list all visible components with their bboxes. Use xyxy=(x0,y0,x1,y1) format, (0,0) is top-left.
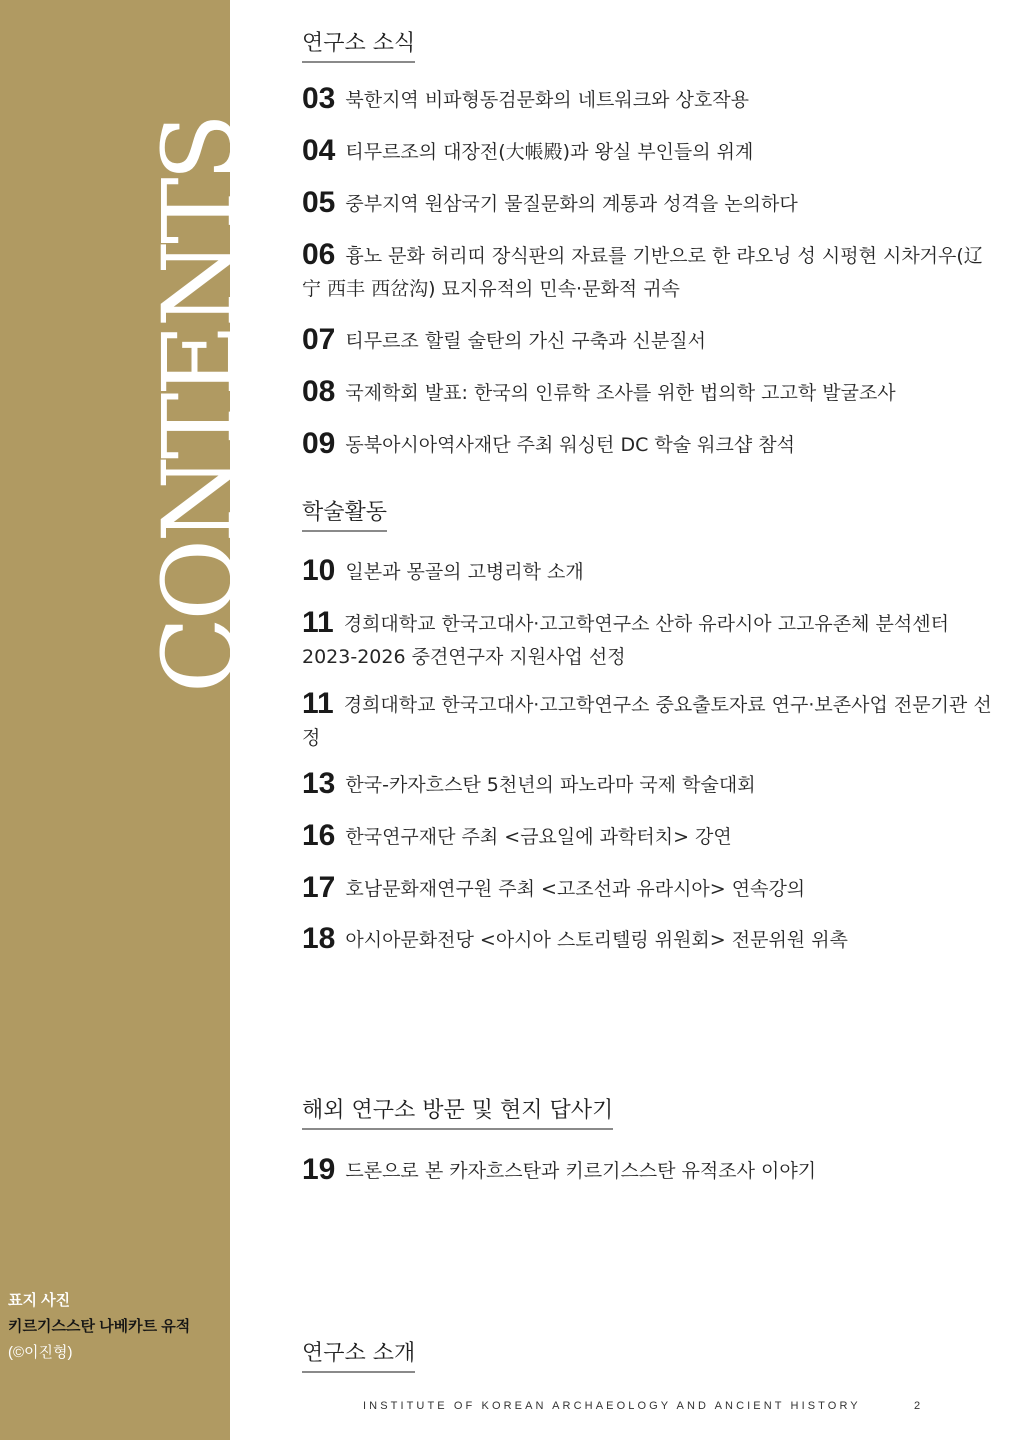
toc-page-number: 19 xyxy=(302,1153,336,1186)
toc-entry[interactable] xyxy=(302,238,1000,306)
sidebar xyxy=(0,0,258,1440)
toc-page-number: 03 xyxy=(302,82,336,115)
footer-institute-name: INSTITUTE OF KOREAN ARCHAEOLOGY AND ANCIENT HISTORY xyxy=(363,1400,861,1412)
cover-photo-title: 키르기스스탄 나베카트 유적 xyxy=(8,1318,191,1335)
toc-entry-title: 흉노 문화 허리띠 장식판의 자료를 기반으로 한 랴오닝 성 시펑현 시차거우(辽宁 西丰 西岔沟) 묘지유적의 민속·문화적 귀속 xyxy=(302,245,983,300)
toc-entry-title: 티무르조 할릴 술탄의 가신 구축과 신분질서 xyxy=(345,330,706,352)
cover-photo-label: 표지 사진 xyxy=(8,1292,71,1309)
section-heading-institute-intro[interactable]: 연구소 소개 xyxy=(302,1340,415,1373)
cover-photo-caption xyxy=(8,1288,226,1366)
toc-entry-title: 중부지역 원삼국기 물질문화의 계통과 성격을 논의하다 xyxy=(345,193,798,215)
toc-page-number: 05 xyxy=(302,186,336,219)
section-heading-overseas-visits[interactable]: 해외 연구소 방문 및 현지 답사기 xyxy=(302,1097,613,1130)
toc-entry[interactable] xyxy=(302,186,1000,221)
toc-page-number: 16 xyxy=(302,819,336,852)
toc-page-number: 08 xyxy=(302,375,336,408)
toc-entry[interactable] xyxy=(302,375,1000,410)
toc-page-number: 18 xyxy=(302,922,336,955)
section-heading-news[interactable]: 연구소 소식 xyxy=(302,30,415,63)
toc-entry[interactable] xyxy=(302,922,1000,957)
toc-page-number: 04 xyxy=(302,134,336,167)
toc-entry-title: 한국-카자흐스탄 5천년의 파노라마 국제 학술대회 xyxy=(345,774,756,796)
toc-entry-title: 북한지역 비파형동검문화의 네트워크와 상호작용 xyxy=(345,89,749,111)
contents-title-text: CONTENTS xyxy=(141,116,258,694)
toc-entry[interactable] xyxy=(302,1153,1000,1188)
page-number: 2 xyxy=(914,1400,921,1412)
toc-entry[interactable] xyxy=(302,767,1000,802)
toc-entry-title: 일본과 몽골의 고병리학 소개 xyxy=(345,561,584,583)
cover-photo-credit: (©이진형) xyxy=(8,1344,73,1361)
toc-page-number: 09 xyxy=(302,427,336,460)
toc-entry[interactable] xyxy=(302,82,1000,117)
toc-entry-title: 경희대학교 한국고대사·고고학연구소 산하 유라시아 고고유존체 분석센터 2023-2026 중견연구자 지원사업 선정 xyxy=(302,613,949,668)
toc-entry-title: 동북아시아역사재단 주최 워싱턴 DC 학술 워크샵 참석 xyxy=(345,434,795,456)
toc-page-number: 11 xyxy=(302,687,334,720)
toc-entry[interactable] xyxy=(302,323,1000,358)
toc-entry[interactable] xyxy=(302,134,1000,169)
toc-entry[interactable] xyxy=(302,606,1000,674)
section-heading-academic-activities[interactable]: 학술활동 xyxy=(302,499,387,532)
toc-entry[interactable] xyxy=(302,871,1000,906)
toc-entry[interactable] xyxy=(302,427,1000,462)
toc-entry-title: 호남문화재연구원 주최 <고조선과 유라시아> 연속강의 xyxy=(345,878,806,900)
toc-page-number: 10 xyxy=(302,554,336,587)
toc-entry-title: 한국연구재단 주최 <금요일에 과학터치> 강연 xyxy=(345,826,732,848)
toc-page-number: 13 xyxy=(302,767,336,800)
toc-entry-title: 경희대학교 한국고대사·고고학연구소 중요출토자료 연구·보존사업 전문기관 선정 xyxy=(302,694,992,749)
toc-entry[interactable] xyxy=(302,554,1000,589)
toc-entry[interactable] xyxy=(302,819,1000,854)
toc-entry-title: 아시아문화전당 <아시아 스토리텔링 위원회> 전문위원 위촉 xyxy=(345,929,848,951)
toc-entry-title: 국제학회 발표: 한국의 인류학 조사를 위한 법의학 고고학 발굴조사 xyxy=(345,382,896,404)
toc-entry-title: 드론으로 본 카자흐스탄과 키르기스스탄 유적조사 이야기 xyxy=(345,1160,817,1182)
toc-page-number: 17 xyxy=(302,871,336,904)
toc-entry-title: 티무르조의 대장전(大帳殿)과 왕실 부인들의 위계 xyxy=(345,141,754,163)
toc-page-number: 06 xyxy=(302,238,336,271)
toc-page-number: 11 xyxy=(302,606,334,639)
toc-entry[interactable] xyxy=(302,687,1000,755)
toc-page-number: 07 xyxy=(302,323,336,356)
contents-vertical-title xyxy=(120,115,280,695)
